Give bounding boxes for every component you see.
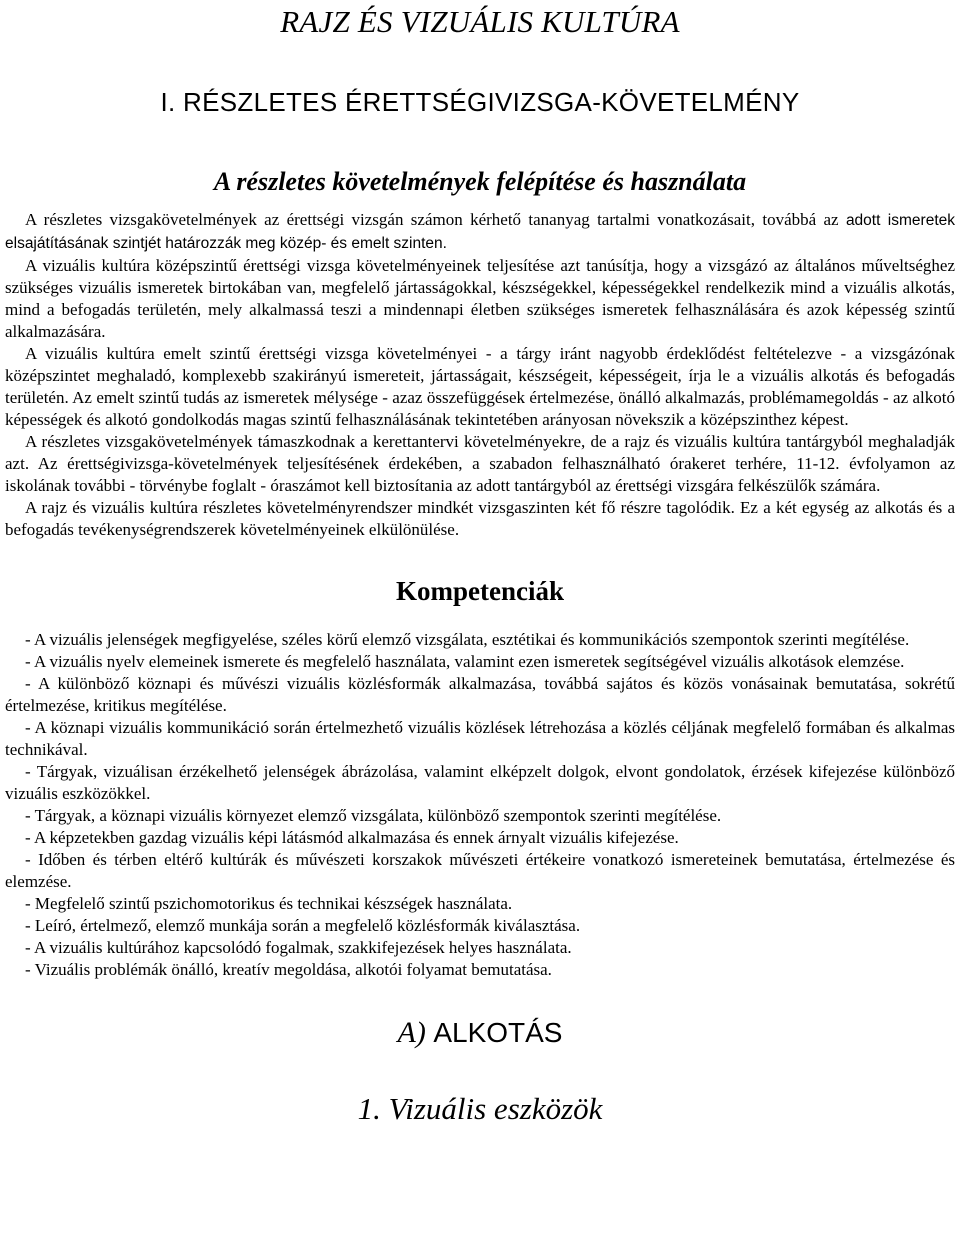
intro-paragraph-1-serif: A részletes vizsgakövetelmények az érettségi vizsgán számon kérhető tananyag tartalmi vonatkozásait, továbbá az bbox=[25, 210, 846, 229]
competence-item: - Megfelelő szintű pszichomotorikus és technikai készségek használata. bbox=[25, 894, 513, 913]
part-title bbox=[5, 1015, 955, 1051]
document-page bbox=[5, 0, 955, 1127]
chapter-title: 1. Vizuális eszközök bbox=[357, 1091, 603, 1126]
document-main-title: RAJZ ÉS VIZUÁLIS KULTÚRA bbox=[280, 4, 680, 39]
section-title: I. RÉSZLETES ÉRETTSÉGIVIZSGA-KÖVETELMÉNY bbox=[160, 87, 800, 117]
intro-paragraph-3: A vizuális kultúra emelt szintű érettségi vizsga követelményei - a tárgy iránt nagyobb érdeklődést feltételezve - a vizsgázónak középszintet meghaladó, komplexebb szakirányú ismereteit, jártasságait, készségeit, képességeit, írja le a vizuális alkotás és befogadás területén. Az emelt szintű tudás az ismeretek mélysége - azaz összefüggések értelmezése, önálló alkalmazás, problémamegoldás - az alkotó képességek és alkotó gondolkodás magas szintű felhasználásának tekintetében arányosan növekszik a középszinthez képest. bbox=[5, 344, 955, 429]
part-title-letter: A) bbox=[397, 1016, 426, 1049]
competence-item: - A köznapi vizuális kommunikáció során értelmezhető vizuális közlések létrehozása a közlés céljának megfelelő formában és alkalmas technikával. bbox=[5, 718, 955, 759]
part-title-word: ALKOTÁS bbox=[433, 1017, 563, 1048]
intro-paragraph-1 bbox=[5, 209, 955, 255]
intro-paragraph-4: A részletes vizsgakövetelmények támaszkodnak a kerettantervi követelményekre, de a rajz és vizuális kultúra tantárgyból meghaladják azt. Az érettségivizsga-követelmények teljesítésének érdekében, a szabadon felhasználható órakeret terhére, 11-12. évfolyamon az iskolának további - törvénybe foglalt - óraszámot kell biztosítania az adott tantárgyból az érettségi vizsgára felkészülők számára. bbox=[5, 432, 955, 495]
competence-title: Kompetenciák bbox=[396, 576, 564, 606]
intro-paragraph-5: A rajz és vizuális kultúra részletes követelményrendszer mindkét vizsgaszinten két fő részre tagolódik. Ez a két egység az alkotás és a befogadás tevékenységrendszerek követelményeinek elkülönülése. bbox=[5, 498, 955, 539]
intro-paragraph-1-sans: adott ismeretek elsajátításának szintjét határozzák meg közép- és emelt szinten. bbox=[5, 212, 955, 252]
competence-item: - Vizuális problémák önálló, kreatív megoldása, alkotói folyamat bemutatása. bbox=[25, 960, 552, 979]
competence-item: - Tárgyak, a köznapi vizuális környezet elemző vizsgálata, különböző szempontok szerinti megítélése. bbox=[25, 806, 722, 825]
competence-item: - Időben és térben eltérő kultúrák és művészeti korszakok művészeti értékeire vonatkozó ismereteinek bemutatása, értelmezése és elemzése. bbox=[5, 850, 955, 891]
competence-item: - A vizuális kultúrához kapcsolódó fogalmak, szakkifejezések helyes használata. bbox=[25, 938, 572, 957]
competence-item: - A vizuális jelenségek megfigyelése, széles körű elemző vizsgálata, esztétikai és kommunikációs szempontok szerinti megítélése. bbox=[25, 630, 910, 649]
competence-item: - A különböző köznapi és művészi vizuális közlésformák alkalmazása, továbbá sajátos és közös vonásainak bemutatása, sokrétű értelmezése, kritikus megítélése. bbox=[5, 674, 955, 715]
competence-item: - Leíró, értelmező, elemző munkája során a megfelelő közlésformák kiválasztása. bbox=[25, 916, 581, 935]
intro-text bbox=[5, 209, 955, 541]
competence-item: - A képzetekben gazdag vizuális képi látásmód alkalmazása és ennek árnyalt vizuális kifejezése. bbox=[25, 828, 679, 847]
competence-item: - A vizuális nyelv elemeinek ismerete és megfelelő használata, valamint ezen ismeretek segítségével vizuális alkotások elemzése. bbox=[25, 652, 905, 671]
subsection-title: A részletes követelmények felépítése és használata bbox=[213, 167, 747, 196]
competence-list bbox=[5, 629, 955, 981]
competence-item: - Tárgyak, vizuálisan érzékelhető jelenségek ábrázolása, valamint elképzelt dolgok, elvont gondolatok, érzések kifejezése különböző vizuális eszközökkel. bbox=[5, 762, 955, 803]
intro-paragraph-2: A vizuális kultúra középszintű érettségi vizsga követelményeinek teljesítése azt tanúsítja, hogy a vizsgázó az általános műveltséghez szükséges vizuális ismeretek birtokában van, megfelelő jártasságokkal, készségekkel, képességekkel rendelkezik mind a vizuális alkotás, mind a befogadás területén, mely alkalmassá teszi a mindennapi életben szükséges ismeretek felhasználására és azok képesség szintű alkalmazására. bbox=[5, 256, 955, 341]
